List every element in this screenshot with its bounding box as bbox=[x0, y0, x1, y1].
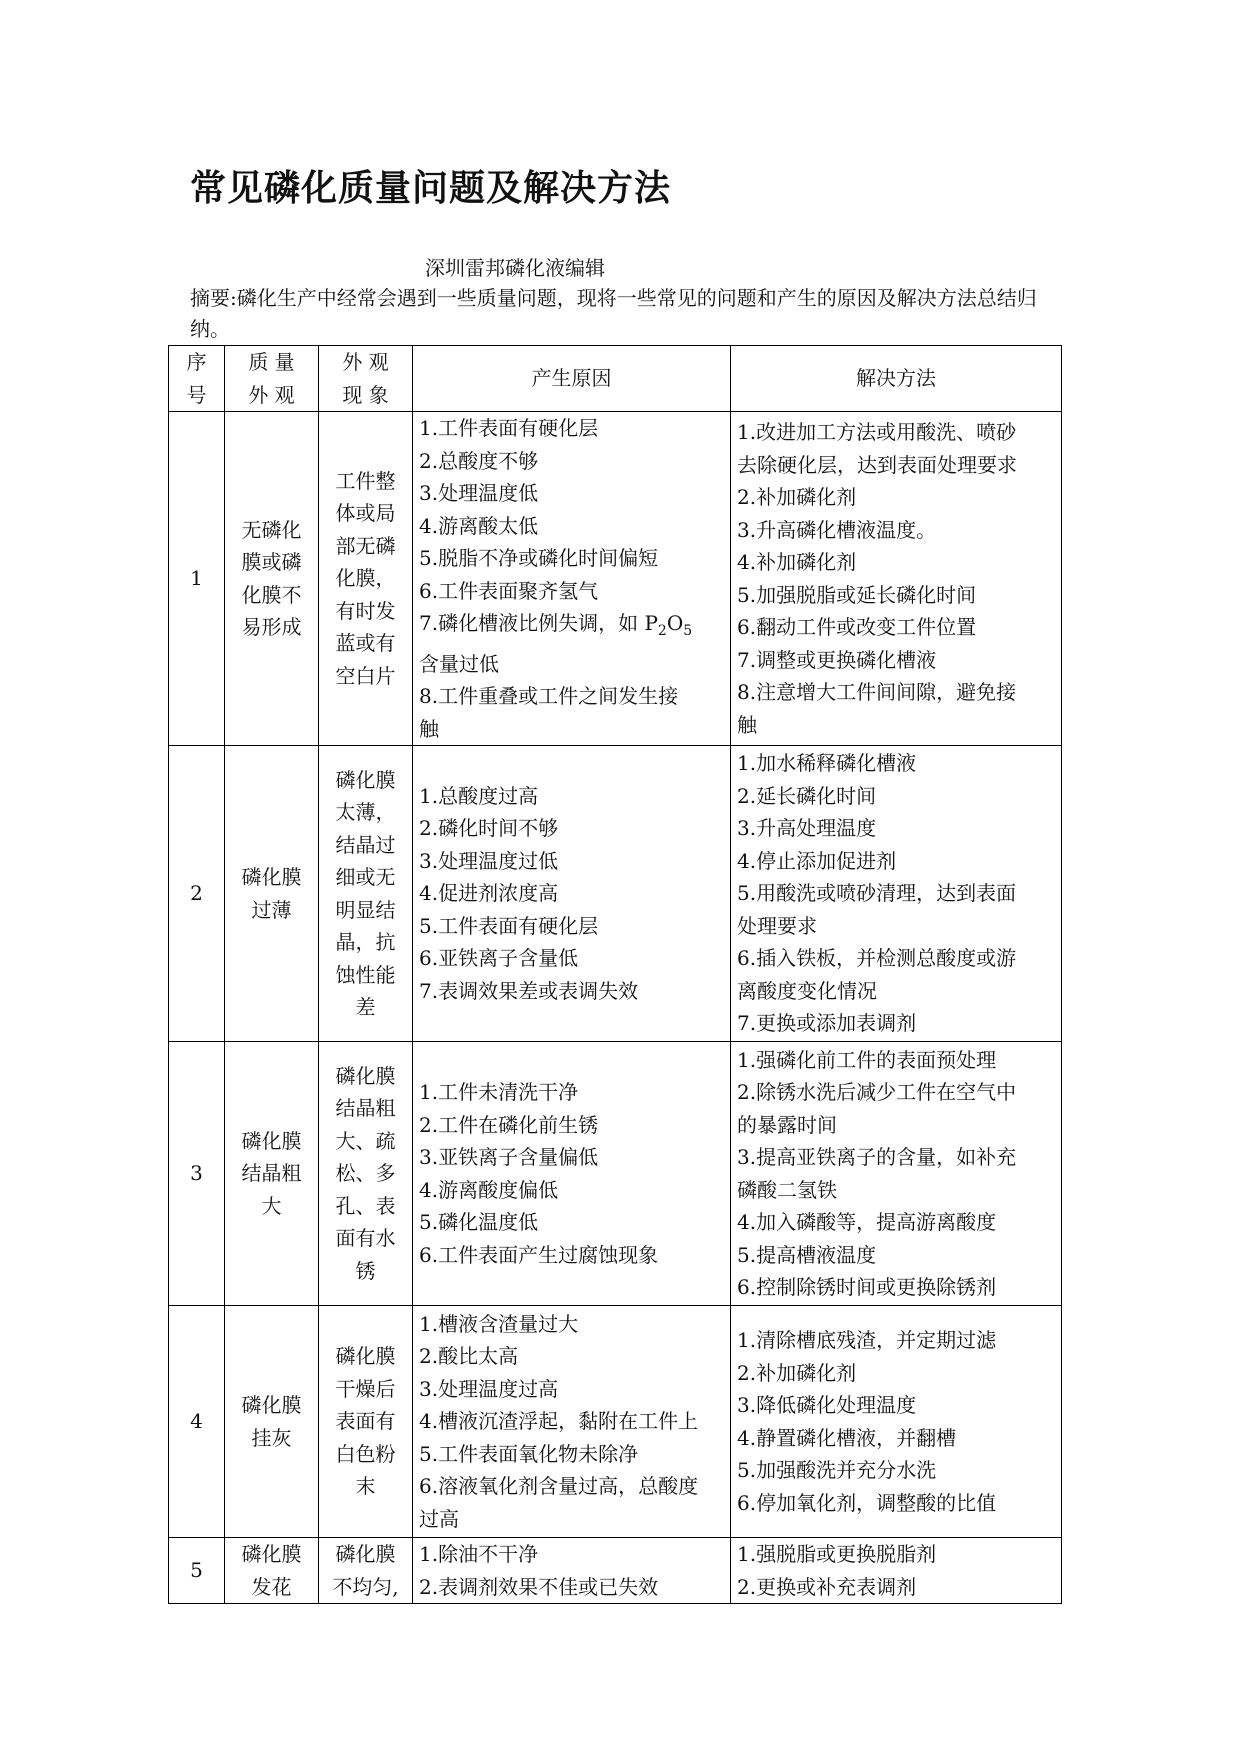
header-serial-number: 序 号 bbox=[169, 346, 225, 412]
chemical-formula: $P_2O_5$ bbox=[644, 611, 693, 639]
header-causes: 产生原因 bbox=[413, 346, 731, 412]
quality-appearance-cell: 磷化膜 发花 bbox=[225, 1538, 319, 1604]
phenomenon-cell: 磷化膜 干燥后 表面有 白色粉 末 bbox=[319, 1306, 413, 1538]
row-number: 5 bbox=[169, 1538, 225, 1604]
row-number: 2 bbox=[169, 746, 225, 1042]
row-number: 3 bbox=[169, 1042, 225, 1306]
table-row bbox=[169, 412, 1062, 746]
solutions-cell: 1.强磷化前工件的表面预处理 2.除锈水洗后减少工件在空气中 的暴露时间 3.提高亚铁离子的含量，如补充 磷酸二氢铁 4.加入磷酸等，提高游离酸度 5.提高槽液温度 6.控制除锈时间或更换除锈剂 bbox=[731, 1042, 1062, 1306]
table-row bbox=[169, 1306, 1062, 1538]
abstract-label: 摘要: bbox=[190, 286, 237, 310]
quality-appearance-cell: 磷化膜 结晶粗 大 bbox=[225, 1042, 319, 1306]
solutions-cell: 1.强脱脂或更换脱脂剂 2.更换或补充表调剂 bbox=[731, 1538, 1062, 1604]
quality-problems-table bbox=[168, 345, 1062, 1604]
header-solutions: 解决方法 bbox=[731, 346, 1062, 412]
quality-appearance-cell: 磷化膜 挂灰 bbox=[225, 1306, 319, 1538]
page-title: 常见磷化质量问题及解决方法 bbox=[190, 168, 672, 209]
causes-cell: 1.总酸度过高 2.磷化时间不够 3.处理温度过低 4.促进剂浓度高 5.工件表面有硬化层 6.亚铁离子含量低 7.表调效果差或表调失效 bbox=[413, 746, 731, 1042]
quality-appearance-cell: 无磷化 膜或磷 化膜不 易形成 bbox=[225, 412, 319, 746]
table-header-row bbox=[169, 346, 1062, 412]
abstract bbox=[190, 283, 1060, 345]
table-row bbox=[169, 746, 1062, 1042]
table-row bbox=[169, 1538, 1062, 1604]
causes-cell: 1.槽液含渣量过大 2.酸比太高 3.处理温度过高 4.槽液沉渣浮起，黏附在工件上 5.工件表面氧化物未除净 6.溶液氧化剂含量过高，总酸度 过高 bbox=[413, 1306, 731, 1538]
abstract-text: 磷化生产中经常会遇到一些质量问题，现将一些常见的问题和产生的原因及解决方法总结归纳。 bbox=[190, 286, 1037, 341]
phenomenon-cell: 磷化膜 太薄， 结晶过 细或无 明显结 晶，抗 蚀性能 差 bbox=[319, 746, 413, 1042]
solutions-cell: 1.清除槽底残渣，并定期过滤 2.补加磷化剂 3.降低磷化处理温度 4.静置磷化槽液，并翻槽 5.加强酸洗并充分水洗 6.停加氧化剂，调整酸的比值 bbox=[731, 1306, 1062, 1538]
quality-appearance-cell: 磷化膜 过薄 bbox=[225, 746, 319, 1042]
solutions-cell: 1.改进加工方法或用酸洗、喷砂 去除硬化层，达到表面处理要求 2.补加磷化剂 3.升高磷化槽液温度。 4.补加磷化剂 5.加强脱脂或延长磷化时间 6.翻动工件或改变工件位置 7.调整或更换磷化槽液 8.注意增大工件间间隙，避免接 触 bbox=[731, 412, 1062, 746]
table-row bbox=[169, 1042, 1062, 1306]
header-appearance-phenomenon: 外 观 现 象 bbox=[319, 346, 413, 412]
row-number: 4 bbox=[169, 1306, 225, 1538]
phenomenon-cell: 磷化膜 不均匀, bbox=[319, 1538, 413, 1604]
row-number: 1 bbox=[169, 412, 225, 746]
causes-cell: 1.工件未清洗干净 2.工件在磷化前生锈 3.亚铁离子含量偏低 4.游离酸度偏低 5.磷化温度低 6.工件表面产生过腐蚀现象 bbox=[413, 1042, 731, 1306]
cause-with-formula: 7.磷化槽液比例失调，如 $P_2O_5$ bbox=[419, 611, 693, 639]
phenomenon-cell: 工件整 体或局 部无磷 化膜， 有时发 蓝或有 空白片 bbox=[319, 412, 413, 746]
phenomenon-cell: 磷化膜 结晶粗 大、疏 松、多 孔、表 面有水 锈 bbox=[319, 1042, 413, 1306]
causes-cell: 1.除油不干净 2.表调剂效果不佳或已失效 bbox=[413, 1538, 731, 1604]
solutions-cell: 1.加水稀释磷化槽液 2.延长磷化时间 3.升高处理温度 4.停止添加促进剂 5.用酸洗或喷砂清理，达到表面 处理要求 6.插入铁板，并检测总酸度或游 离酸度变化情况 7.更换或添加表调剂 bbox=[731, 746, 1062, 1042]
header-quality-appearance: 质 量 外 观 bbox=[225, 346, 319, 412]
causes-cell: 1.工件表面有硬化层 2.总酸度不够 3.处理温度低 4.游离酸太低 5.脱脂不净或磷化时间偏短 6.工件表面聚齐氢气 7.磷化槽液比例失调，如 $P_2O_5$ 含量过低 8.工件重叠或工件之间发生接 触 bbox=[413, 412, 731, 746]
editor-credit: 深圳雷邦磷化液编辑 bbox=[425, 256, 605, 280]
